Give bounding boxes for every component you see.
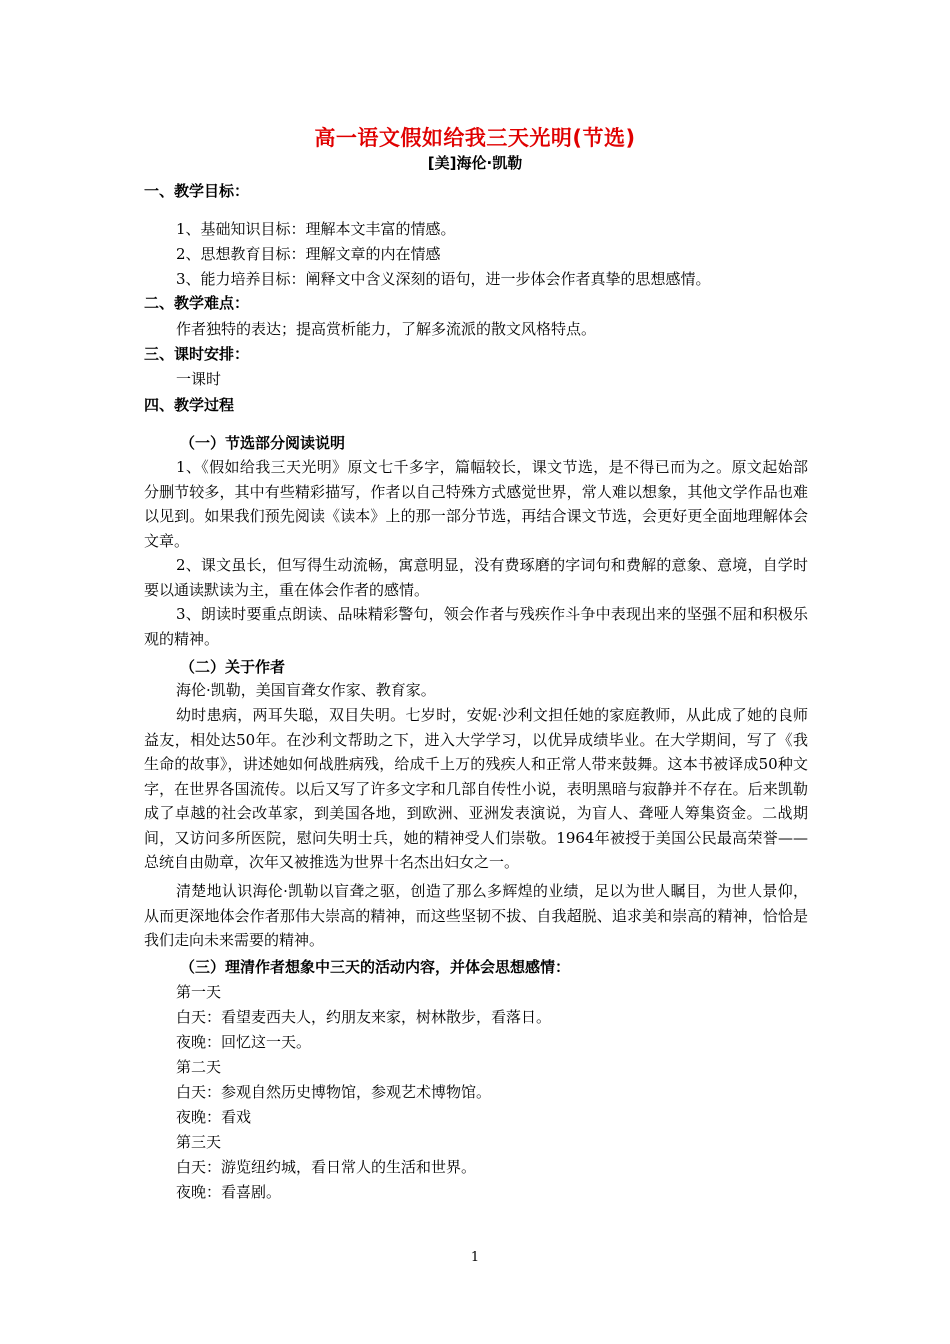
part2-heading: （二）关于作者 xyxy=(180,658,286,676)
schedule-heading: 三、课时安排： xyxy=(144,345,250,363)
activity-line: 白天：游览纽约城，看日常人的生活和世界。 xyxy=(176,1158,477,1176)
document-title: 高一语文假如给我三天光明(节选) xyxy=(314,126,636,150)
activity-line: 白天：参观自然历史博物馆，参观艺术博物馆。 xyxy=(176,1083,492,1101)
document-author: [美]海伦·凯勒 xyxy=(427,154,523,172)
process-heading: 四、教学过程 xyxy=(144,396,235,414)
part1-paragraph-3: 3、朗读时要重点朗读、品味精彩警句，领会作者与残疾作斗争中表现出来的坚强不屈和积极乐观的精神。 xyxy=(144,605,808,648)
part1-paragraph-2: 2、课文虽长，但写得生动流畅，寓意明显，没有费琢磨的字词句和费解的意象、意境，自学时要以通读默读为主，重在体会作者的感情。 xyxy=(144,556,808,599)
goal-item: 1、基础知识目标：理解本文丰富的情感。 xyxy=(176,220,456,238)
part2-paragraph-3: 清楚地认识海伦·凯勒以盲聋之驱，创造了那么多辉煌的业绩，足以为世人瞩目，为世人景仰，从而更深地体会作者那伟大崇高的精神，而这些坚韧不拔、自我超脱、追求美和崇高的精神，恰恰是我们走向未来需要的精神。 xyxy=(144,882,808,949)
activity-line: 夜晚：看喜剧。 xyxy=(176,1183,282,1201)
schedule-text: 一课时 xyxy=(176,370,222,388)
difficulty-heading: 二、教学难点： xyxy=(144,294,250,312)
goal-item: 2、思想教育目标：理解文章的内在情感 xyxy=(176,245,441,263)
part1-paragraph-1: 1、《假如给我三天光明》原文七千多字，篇幅较长，课文节选，是不得已而为之。原文起始部分删节较多，其中有些精彩描写，作者以自己特殊方式感觉世界，常人难以想象，其他文学作品也难以见到。如果我们预先阅读《读本》上的那一部分节选，再结合课文节选，会更好更全面地理解体会文章。 xyxy=(144,458,808,550)
part1-heading: （一）节选部分阅读说明 xyxy=(180,434,346,452)
activity-line: 夜晚：回忆这一天。 xyxy=(176,1033,312,1051)
activity-line: 夜晚：看戏 xyxy=(176,1108,252,1126)
activity-line: 白天：看望麦西夫人，约朋友来家，树林散步，看落日。 xyxy=(176,1008,552,1026)
day-label: 第三天 xyxy=(176,1133,222,1151)
page-number: 1 xyxy=(470,1250,480,1265)
day-label: 第二天 xyxy=(176,1058,222,1076)
day-label: 第一天 xyxy=(176,983,222,1001)
part2-paragraph-1: 海伦·凯勒，美国盲聋女作家、教育家。 xyxy=(176,681,436,699)
part2-paragraph-2: 幼时患病，两耳失聪，双目失明。七岁时，安妮·沙利文担任她的家庭教师，从此成了她的良师益友，相处达50年。在沙利文帮助之下，进入大学学习，以优异成绩毕业。在大学期间，写了《我生命的故事》，讲述她如何战胜病残，给成千上万的残疾人和正常人带来鼓舞。这本书被译成50种文字，在世界各国流传。以后又写了许多文字和几部自传性小说，表明黑暗与寂静并不存在。后来凯勒成了卓越的社会改革家，到美国各地，到欧洲、亚洲发表演说，为盲人、聋哑人筹集资金。二战期间，又访问多所医院，慰问失明士兵，她的精神受人们崇敬。1964年被授于美国公民最高荣誉——总统自由勋章，次年又被推选为世界十名杰出妇女之一。 xyxy=(144,706,808,871)
part3-heading: （三）理清作者想象中三天的活动内容，并体会思想感情： xyxy=(180,958,571,976)
goals-heading: 一、教学目标： xyxy=(144,182,250,200)
goal-item: 3、能力培养目标：阐释文中含义深刻的语句，进一步体会作者真挚的思想感情。 xyxy=(176,270,711,288)
difficulty-text: 作者独特的表达；提高赏析能力，了解多流派的散文风格特点。 xyxy=(176,320,597,338)
